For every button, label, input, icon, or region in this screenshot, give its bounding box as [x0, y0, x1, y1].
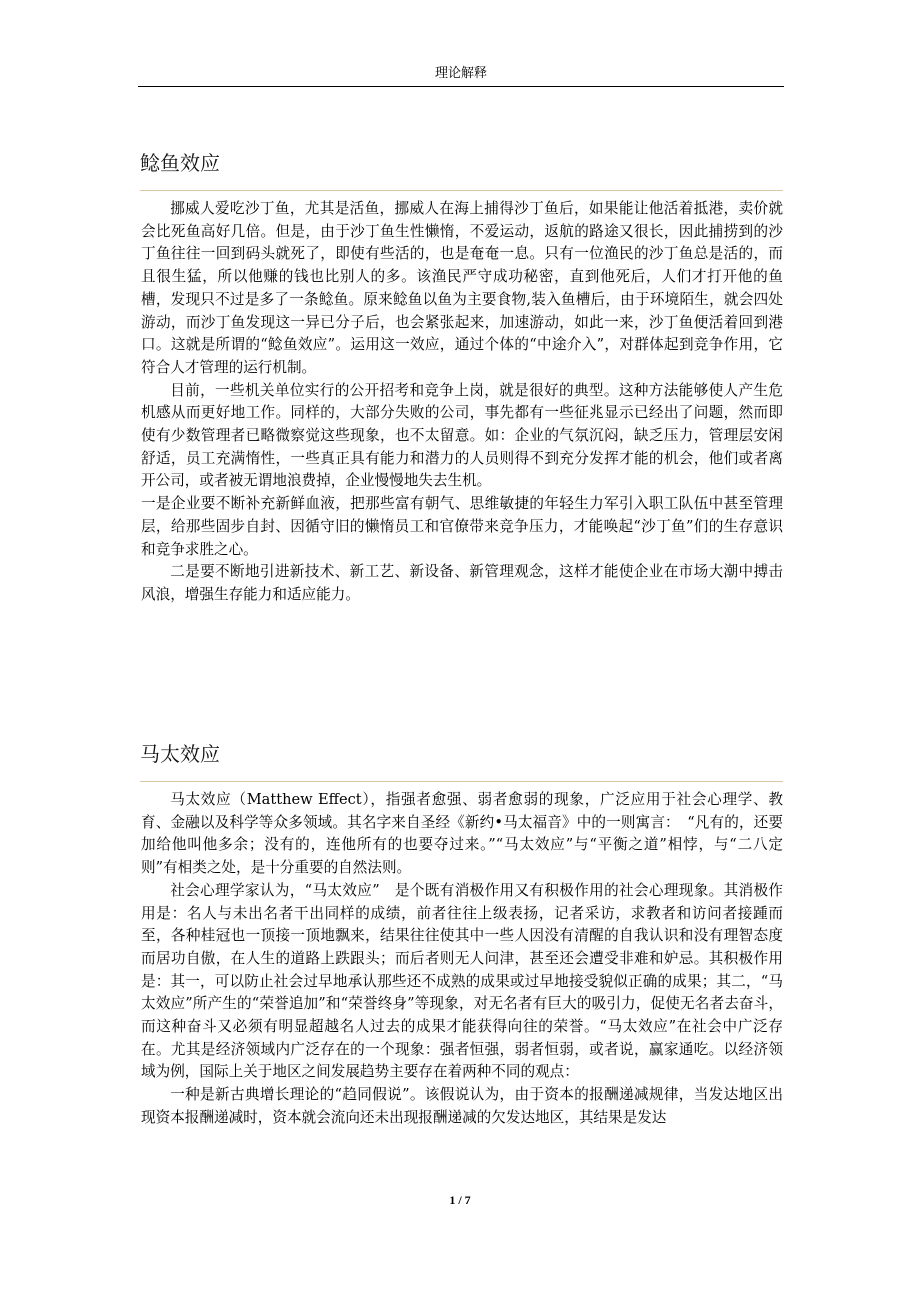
paragraph: 一是企业要不断补充新鲜血液，把那些富有朝气、思维敏捷的年轻生力军引入职工队伍中甚至管理层，给那些固步自封、因循守旧的懒惰员工和官僚带来竞争压力，才能唤起“沙丁鱼”们的生存意识和竞争求胜之心。 [141, 495, 783, 558]
section-title-matthew-effect: 马太效应 [140, 742, 220, 766]
section-divider [140, 190, 783, 191]
paragraph: 一种是新古典增长理论的“趋同假说”。该假说认为，由于资本的报酬递减规律，当发达地区出现资本报酬递减时，资本就会流向还未出现报酬递减的欠发达地区，其结果是发达 [141, 1086, 783, 1126]
section-title-catfish-effect: 鲶鱼效应 [140, 151, 220, 175]
header-divider [138, 86, 784, 87]
paragraph: 二是要不断地引进新技术、新工艺、新设备、新管理观念，这样才能使企业在市场大潮中搏击风浪，增强生存能力和适应能力。 [141, 563, 783, 603]
page-number: 1 / 7 [449, 1193, 471, 1207]
section-body-catfish-effect [141, 198, 783, 607]
section-body-matthew-effect [141, 789, 783, 1130]
section-divider [140, 781, 783, 782]
paragraph: 马太效应（Matthew Effect），指强者愈强、弱者愈弱的现象，广泛应用于社会心理学、教育、金融以及科学等众多领域。其名字来自圣经《新约•马太福音》中的一则寓言： “凡有的，还要加给他叫他多余；没有的，连他所有的也要夺过来。”“马太效应”与“平衡之道”相悖，与“二八定则”有相类之处，是十分重要的自然法则。 [141, 791, 783, 877]
paragraph: 目前，一些机关单位实行的公开招考和竞争上岗，就是很好的典型。这种方法能够使人产生危机感从而更好地工作。同样的，大部分失败的公司，事先都有一些征兆显示已经出了问题，然而即使有少数管理者已略微察觉这些现象，也不太留意。如：企业的气氛沉闷，缺乏压力，管理层安闲舒适，员工充满惰性，一些真正具有能力和潜力的人员则得不到充分发挥才能的机会，他们或者离开公司，或者被无谓地浪费掉，企业慢慢地失去生机。 [141, 381, 783, 490]
paragraph: 挪威人爱吃沙丁鱼，尤其是活鱼，挪威人在海上捕得沙丁鱼后，如果能让他活着抵港，卖价就会比死鱼高好几倍。但是，由于沙丁鱼生性懒惰，不爱运动，返航的路途又很长，因此捕捞到的沙丁鱼往往一回到码头就死了，即使有些活的，也是奄奄一息。只有一位渔民的沙丁鱼总是活的，而且很生猛，所以他赚的钱也比别人的多。该渔民严守成功秘密，直到他死后，人们才打开他的鱼槽，发现只不过是多了一条鲶鱼。原来鲶鱼以鱼为主要食物,装入鱼槽后，由于环境陌生，就会四处游动，而沙丁鱼发现这一异已分子后，也会紧张起来，加速游动，如此一来，沙丁鱼便活着回到港口。这就是所谓的“鲶鱼效应”。运用这一效应，通过个体的“中途介入”，对群体起到竞争作用，它符合人才管理的运行机制。 [141, 200, 783, 376]
paragraph: 社会心理学家认为，“马太效应” 是个既有消极作用又有积极作用的社会心理现象。其消极作用是：名人与未出名者干出同样的成绩，前者往往上级表扬，记者采访，求教者和访问者接踵而至，各种桂冠也一顶接一顶地飘来，结果往往使其中一些人因没有清醒的自我认识和没有理智态度而居功自傲，在人生的道路上跌跟头；而后者则无人问津，甚至还会遭受非难和妒忌。其积极作用是：其一，可以防止社会过早地承认那些还不成熟的成果或过早地接受貌似正确的成果；其二，“马太效应”所产生的“荣誉追加”和“荣誉终身”等现象，对无名者有巨大的吸引力，促使无名者去奋斗，而这种奋斗又必须有明显超越名人过去的成果才能获得向往的荣誉。“马太效应”在社会中广泛存在。尤其是经济领域内广泛存在的一个现象：强者恒强，弱者恒弱，或者说，赢家通吃。以经济领域为例，国际上关于地区之间发展趋势主要存在着两种不同的观点： [141, 881, 783, 1081]
running-header: 理论解释 [434, 66, 487, 81]
